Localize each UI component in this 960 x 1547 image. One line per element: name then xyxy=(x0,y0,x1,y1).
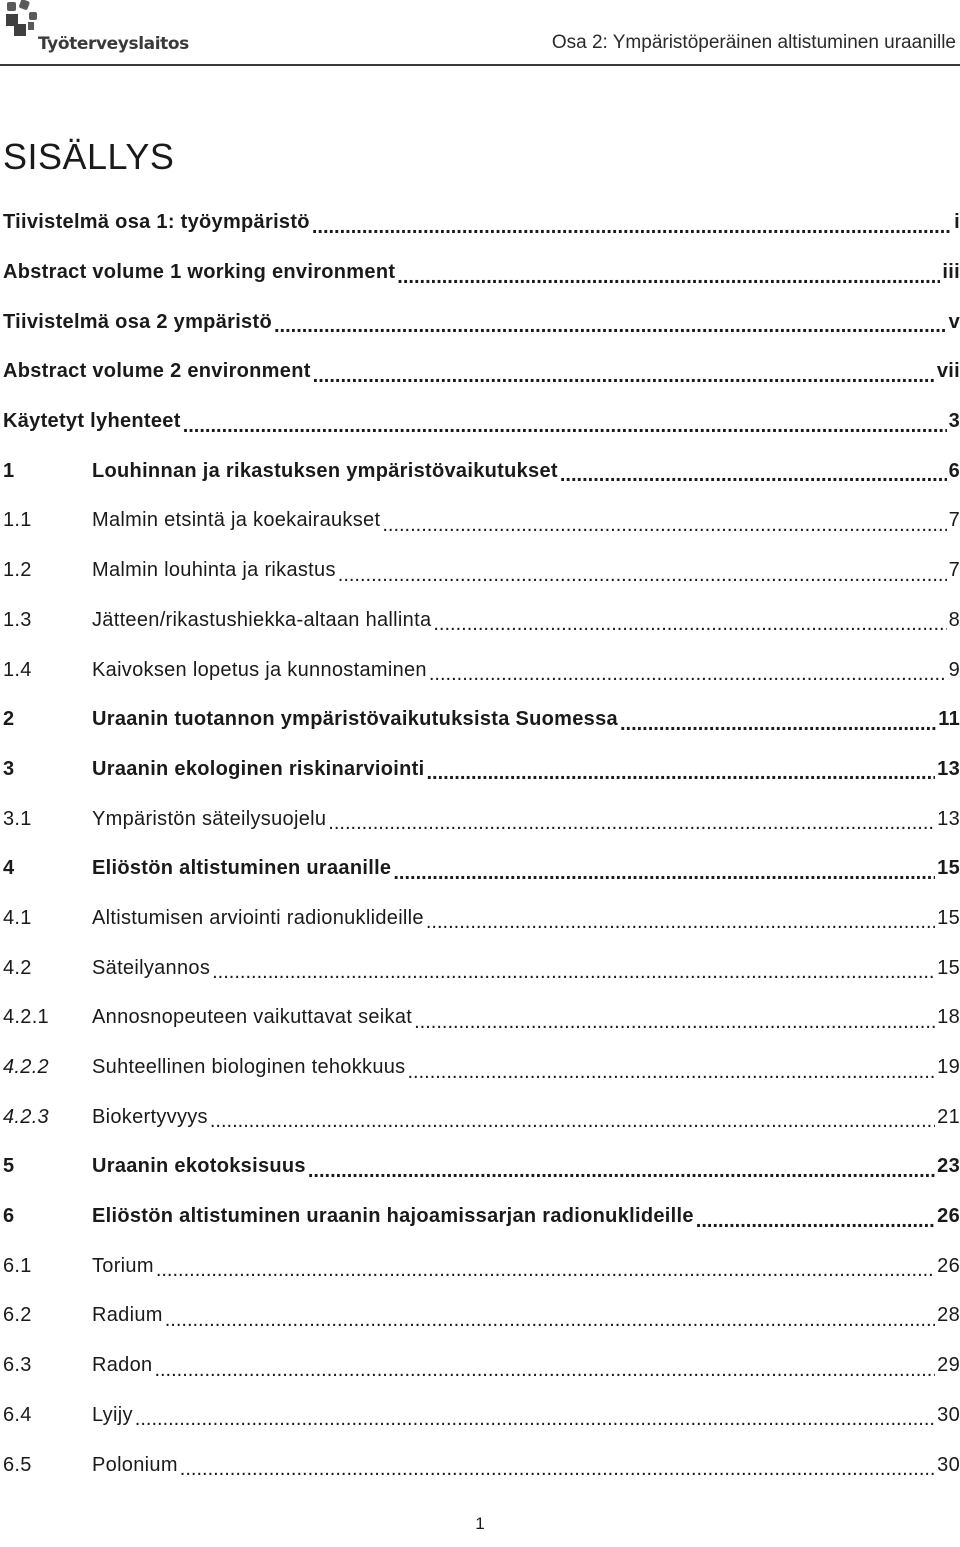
toc-entry[interactable] xyxy=(3,894,960,944)
toc-entry[interactable] xyxy=(3,993,960,1043)
toc-entry-page: 3 xyxy=(948,410,960,433)
dot-leader xyxy=(427,763,936,783)
toc-entry-title: Annosnopeuteen vaikuttavat seikat xyxy=(92,1006,413,1029)
logo xyxy=(2,0,189,54)
toc-entry[interactable] xyxy=(3,1142,960,1192)
dot-leader xyxy=(165,1310,935,1330)
toc-entry-number: 6.5 xyxy=(3,1453,32,1476)
dot-leader xyxy=(156,1260,935,1280)
toc-entry-title: Radium xyxy=(92,1304,163,1327)
dot-leader xyxy=(338,565,947,585)
toc-entry-page: 30 xyxy=(937,1403,960,1426)
toc-entry-page: vii xyxy=(936,360,960,383)
dot-leader xyxy=(308,1161,935,1181)
toc-entry-page: 6 xyxy=(948,459,960,482)
toc-entry-page: iii xyxy=(942,261,960,284)
toc-entry-title: Uraanin ekotoksisuus xyxy=(92,1155,306,1178)
toc-entry-page: 30 xyxy=(937,1453,960,1476)
dot-leader xyxy=(426,912,935,932)
toc-entry-page: 13 xyxy=(937,807,960,830)
toc-entry[interactable] xyxy=(3,1440,960,1490)
toc-entry-number: 4.2 xyxy=(3,956,32,979)
toc-entry-number: 4.2.3 xyxy=(3,1105,49,1128)
toc-entry-number: 4 xyxy=(3,857,15,880)
toc-entry-title: Kaivoksen lopetus ja kunnostaminen xyxy=(92,658,427,681)
toc-entry[interactable] xyxy=(3,1241,960,1291)
toc-entry-title: Malmin etsintä ja koekairaukset xyxy=(92,509,381,532)
toc-entry-title: Abstract volume 2 environment xyxy=(3,360,311,383)
toc-entry-title: Biokertyvyys xyxy=(92,1105,208,1128)
toc-entry-page: 26 xyxy=(937,1254,960,1277)
dot-leader xyxy=(414,1012,935,1032)
toc-entry-title: Louhinnan ja rikastuksen ympäristövaikutukset xyxy=(92,459,558,482)
toc-entry-page: 15 xyxy=(937,956,960,979)
dot-leader xyxy=(183,416,947,436)
toc-entry-number: 1.1 xyxy=(3,509,32,532)
dot-leader xyxy=(393,863,935,883)
table-of-contents xyxy=(3,198,960,1490)
dot-leader xyxy=(313,366,935,386)
dot-leader xyxy=(433,614,946,634)
toc-entry[interactable] xyxy=(3,943,960,993)
toc-entry[interactable] xyxy=(3,1192,960,1242)
toc-entry-title: Käytetyt lyhenteet xyxy=(3,410,181,433)
toc-entry[interactable] xyxy=(3,844,960,894)
toc-entry-title: Uraanin tuotannon ympäristövaikutuksista Suomessa xyxy=(92,708,618,731)
dot-leader xyxy=(382,515,946,535)
toc-entry-title: Tiivistelmä osa 1: työympäristö xyxy=(3,211,310,234)
toc-entry-page: v xyxy=(948,310,960,333)
dot-leader xyxy=(397,267,940,287)
toc-entry-page: 18 xyxy=(937,1006,960,1029)
toc-entry-title: Polonium xyxy=(92,1453,178,1476)
toc-entry-page: 8 xyxy=(948,608,960,631)
toc-entry-page: 15 xyxy=(937,857,960,880)
dot-leader xyxy=(135,1409,935,1429)
toc-entry-page: 13 xyxy=(937,757,960,780)
toc-entry[interactable] xyxy=(3,1391,960,1441)
toc-entry-number: 1.3 xyxy=(3,608,32,631)
toc-entry[interactable] xyxy=(3,745,960,795)
dot-leader xyxy=(312,217,952,237)
toc-entry-number: 6.1 xyxy=(3,1254,32,1277)
toc-entry[interactable] xyxy=(3,1291,960,1341)
toc-entry-page: 15 xyxy=(937,906,960,929)
dot-leader xyxy=(429,664,947,684)
toc-entry-title: Eliöstön altistuminen uraanin hajoamissarjan radionuklideille xyxy=(92,1205,694,1228)
logo-text: Työterveyslaitos xyxy=(38,34,189,54)
dot-leader xyxy=(180,1459,935,1479)
dot-leader xyxy=(212,962,935,982)
toc-entry[interactable] xyxy=(3,248,960,298)
dot-leader xyxy=(560,465,947,485)
page-number: 1 xyxy=(475,1514,485,1533)
toc-entry-title: Altistumisen arviointi radionuklideille xyxy=(92,906,424,929)
toc-entry[interactable] xyxy=(3,695,960,745)
toc-entry-number: 4.2.2 xyxy=(3,1056,49,1079)
dot-leader xyxy=(407,1062,935,1082)
toc-entry[interactable] xyxy=(3,1341,960,1391)
dot-leader xyxy=(328,813,935,833)
toc-entry[interactable] xyxy=(3,1092,960,1142)
toc-entry-page: i xyxy=(954,211,960,234)
toc-entry-page: 11 xyxy=(938,708,960,731)
toc-entry[interactable] xyxy=(3,546,960,596)
toc-entry[interactable] xyxy=(3,596,960,646)
toc-entry-number: 1.4 xyxy=(3,658,32,681)
toc-entry-title: Ympäristön säteilysuojelu xyxy=(92,807,327,830)
toc-entry[interactable] xyxy=(3,297,960,347)
toc-entry[interactable] xyxy=(3,198,960,248)
toc-entry-page: 28 xyxy=(937,1304,960,1327)
page-header xyxy=(0,0,960,68)
toc-entry-number: 6 xyxy=(3,1205,15,1228)
dot-leader xyxy=(274,316,947,336)
toc-entry-title: Säteilyannos xyxy=(92,956,211,979)
toc-entry-page: 7 xyxy=(948,559,960,582)
toc-entry-page: 19 xyxy=(937,1056,960,1079)
toc-entry-title: Uraanin ekologinen riskinarviointi xyxy=(92,757,425,780)
toc-entry-title: Eliöstön altistuminen uraanille xyxy=(92,857,392,880)
toc-entry[interactable] xyxy=(3,496,960,546)
toc-entry[interactable] xyxy=(3,645,960,695)
toc-entry-page: 26 xyxy=(937,1205,960,1228)
toc-entry-title: Suhteellinen biologinen tehokkuus xyxy=(92,1056,406,1079)
toc-entry[interactable] xyxy=(3,794,960,844)
dot-leader xyxy=(154,1360,935,1380)
toc-entry-number: 6.2 xyxy=(3,1304,32,1327)
toc-entry-number: 1 xyxy=(3,459,15,482)
toc-entry-number: 4.2.1 xyxy=(3,1006,49,1029)
toc-entry-title: Jätteen/rikastushiekka-altaan hallinta xyxy=(92,608,432,631)
toc-entry-number: 4.1 xyxy=(3,906,32,929)
toc-entry-number: 6.3 xyxy=(3,1354,32,1377)
toc-entry[interactable] xyxy=(3,446,960,496)
toc-entry[interactable] xyxy=(3,1043,960,1093)
toc-entry-title: Lyijy xyxy=(92,1403,133,1426)
toc-entry-page: 9 xyxy=(948,658,960,681)
toc-entry-number: 6.4 xyxy=(3,1403,32,1426)
toc-entry-number: 2 xyxy=(3,708,15,731)
running-title: Osa 2: Ympäristöperäinen altistuminen uraanille xyxy=(551,32,956,53)
toc-entry-page: 29 xyxy=(937,1354,960,1377)
toc-entry[interactable] xyxy=(3,347,960,397)
dot-leader xyxy=(620,714,936,734)
dot-leader xyxy=(696,1211,935,1231)
toc-entry-page: 23 xyxy=(937,1155,960,1178)
dot-leader xyxy=(210,1111,935,1131)
toc-entry-title: Abstract volume 1 working environment xyxy=(3,261,396,284)
toc-entry[interactable] xyxy=(3,397,960,447)
toc-entry-page: 7 xyxy=(948,509,960,532)
toc-entry-number: 1.2 xyxy=(3,559,32,582)
toc-heading: SISÄLLYS xyxy=(3,136,175,177)
toc-entry-number: 5 xyxy=(3,1155,15,1178)
toc-entry-title: Torium xyxy=(92,1254,154,1277)
toc-entry-title: Tiivistelmä osa 2 ympäristö xyxy=(3,310,272,333)
toc-entry-title: Malmin louhinta ja rikastus xyxy=(92,559,336,582)
toc-entry-page: 21 xyxy=(937,1105,960,1128)
header-divider xyxy=(0,64,960,66)
toc-entry-number: 3 xyxy=(3,757,15,780)
toc-entry-number: 3.1 xyxy=(3,807,32,830)
toc-entry-title: Radon xyxy=(92,1354,153,1377)
